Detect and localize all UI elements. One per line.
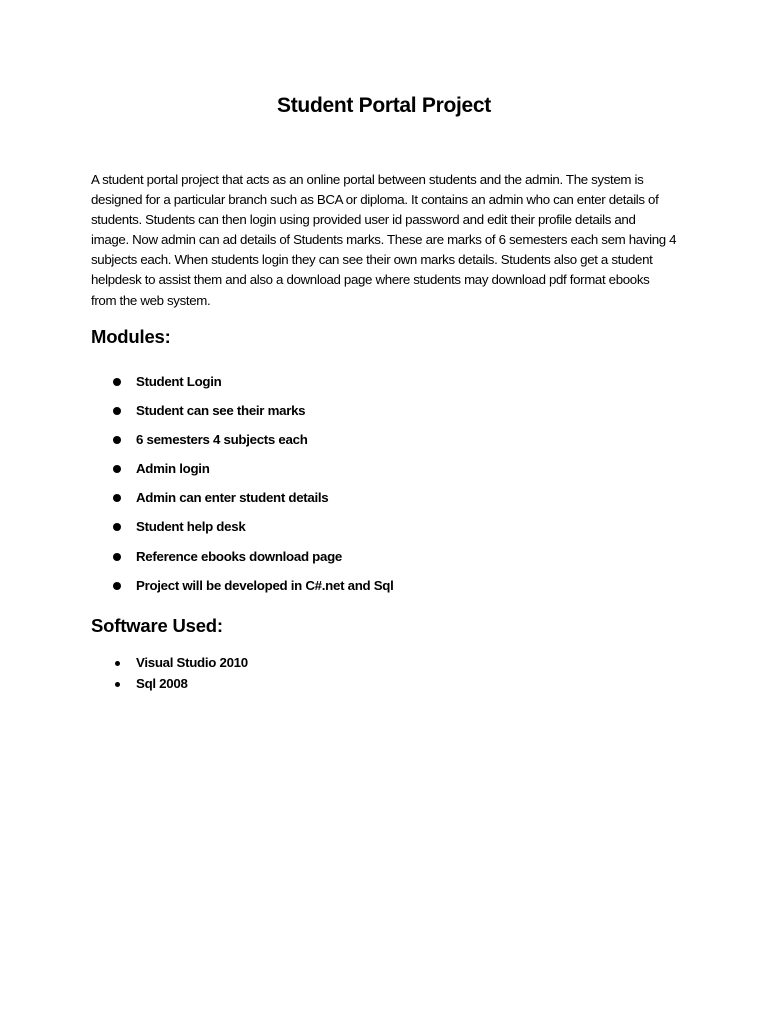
intro-line: helpdesk to assist them and also a download page where students may download pdf format ebooks bbox=[91, 272, 650, 288]
software-label: Sql 2008 bbox=[136, 675, 188, 691]
module-label: Project will be developed in C#.net and Sql bbox=[136, 577, 394, 593]
module-label: Student help desk bbox=[136, 519, 246, 535]
module-label: Student Login bbox=[136, 374, 222, 389]
intro-line: A student portal project that acts as an online portal between students and the admin. The system is bbox=[91, 172, 644, 187]
bullet-icon bbox=[113, 582, 121, 590]
modules-heading: Modules: bbox=[91, 326, 171, 347]
bullet-icon bbox=[113, 553, 121, 561]
document-title: Student Portal Project bbox=[277, 94, 491, 117]
intro-line: designed for a particular branch such as BCA or diploma. It contains an admin who can enter details of bbox=[91, 192, 659, 208]
software-heading: Software Used: bbox=[91, 615, 223, 636]
bullet-icon bbox=[113, 407, 121, 415]
intro-paragraph bbox=[91, 170, 681, 311]
intro-line: subjects each. When students login they can see their own marks details. Students also get a student bbox=[91, 252, 653, 268]
bullet-icon bbox=[113, 494, 121, 502]
module-label: Admin can enter student details bbox=[136, 490, 329, 506]
bullet-icon bbox=[115, 682, 120, 687]
module-label: Reference ebooks download page bbox=[136, 548, 343, 564]
intro-line: students. Students can then login using provided user id password and edit their profile details and bbox=[91, 212, 636, 228]
module-label: Admin login bbox=[136, 461, 210, 477]
bullet-icon bbox=[113, 436, 121, 444]
bullet-icon bbox=[113, 523, 121, 531]
module-label: 6 semesters 4 subjects each bbox=[136, 432, 308, 448]
bullet-icon bbox=[113, 378, 121, 386]
bullet-icon bbox=[113, 465, 121, 473]
intro-line: from the web system. bbox=[91, 292, 211, 308]
module-label: Student can see their marks bbox=[136, 403, 306, 419]
intro-line: image. Now admin can ad details of Students marks. These are marks of 6 semesters each sem having 4 bbox=[91, 232, 677, 248]
software-label: Visual Studio 2010 bbox=[136, 655, 248, 670]
bullet-icon bbox=[115, 661, 120, 666]
